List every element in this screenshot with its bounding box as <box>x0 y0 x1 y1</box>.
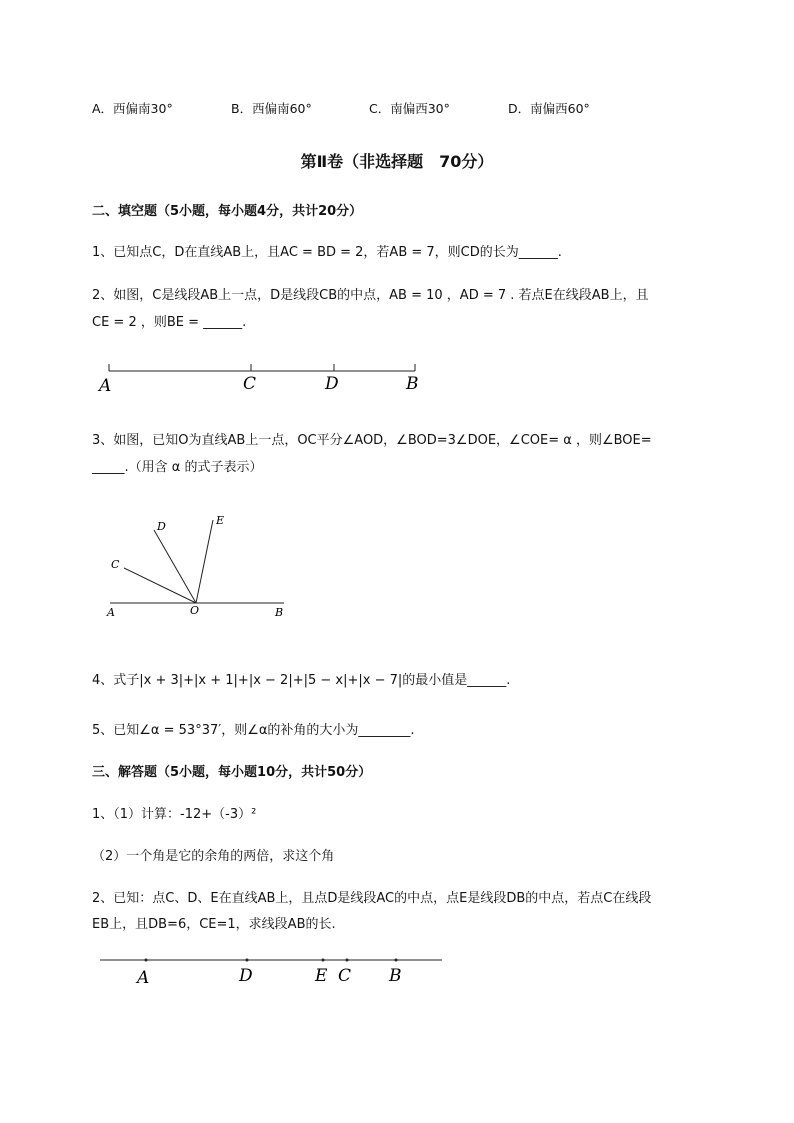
point-label-e2: E <box>315 966 328 986</box>
angle-label-a: A <box>107 606 115 619</box>
solve-question-1b: （2）一个角是它的余角的两倍，求这个角 <box>92 849 335 864</box>
part2-header: 二、填空题（5小题，每小题4分，共计20分） <box>92 204 363 219</box>
point-label-d: D <box>325 374 339 394</box>
angle-label-d: D <box>157 520 166 533</box>
point-label-a: A <box>99 376 112 396</box>
solve-question-2-line2: EB上，且DB=6，CE=1，求线段AB的长. <box>92 917 336 932</box>
fill-question-3-line1: 3、如图，已知O为直线AB上一点，OC平分∠AOD，∠BOD=3∠DOE，∠COE= α ，则∠BOE= <box>92 433 652 448</box>
point-a <box>145 959 148 962</box>
choice-d: D．南偏西60° <box>508 101 590 116</box>
segment-figure-q2 <box>95 355 435 400</box>
ray-oc <box>124 568 196 603</box>
point-label-d2: D <box>239 966 253 986</box>
point-label-b: B <box>406 374 419 394</box>
angle-label-e: E <box>216 514 225 527</box>
angle-figure-q3 <box>100 508 300 623</box>
fill-question-2-line2: CE = 2 ，则BE = ______. <box>92 315 247 330</box>
point-e <box>322 959 325 962</box>
fill-question-1: 1、已知点C，D在直线AB上，且AC = BD = 2，若AB = 7，则CD的长为______. <box>92 245 562 260</box>
fill-question-2-line1: 2、如图，C是线段AB上一点，D是线段CB的中点，AB = 10 ，AD = 7 . 若点E在线段AB上，且 <box>92 288 649 303</box>
segment-figure-solve-q2 <box>95 950 450 990</box>
part3-header: 三、解答题（5小题，每小题10分，共计50分） <box>92 765 372 780</box>
point-label-b2: B <box>389 966 402 986</box>
solve-question-2-line1: 2、已知：点C、D、E在直线AB上，且点D是线段AC的中点，点E是线段DB的中点，若点C在线段 <box>92 891 652 906</box>
point-label-a2: A <box>137 968 150 988</box>
angle-label-o: O <box>190 604 200 617</box>
fill-question-5: 5、已知∠α = 53°37′，则∠α的补角的大小为________. <box>92 723 415 738</box>
ray-oe <box>196 520 213 603</box>
fill-question-3-line2: _____.（用含 α 的式子表示） <box>92 460 263 475</box>
fill-question-4: 4、式子|x + 3|+|x + 1|+|x − 2|+|5 − x|+|x − 7|的最小值是______. <box>92 673 511 688</box>
choice-a: A．西偏南30° <box>92 101 173 116</box>
point-label-c: C <box>243 374 257 394</box>
point-b <box>395 959 398 962</box>
choice-b: B．西偏南60° <box>231 101 312 116</box>
angle-label-c: C <box>111 558 120 571</box>
section-title: 第Ⅱ卷（非选择题 70分） <box>300 152 494 171</box>
point-d <box>246 959 249 962</box>
point-label-c2: C <box>338 966 352 986</box>
angle-label-b: B <box>275 606 284 619</box>
point-c <box>346 959 349 962</box>
ray-od <box>154 530 196 603</box>
solve-question-1a: 1、（1）计算：-12+（-3）² <box>92 807 257 822</box>
choice-c: C．南偏西30° <box>369 101 450 116</box>
